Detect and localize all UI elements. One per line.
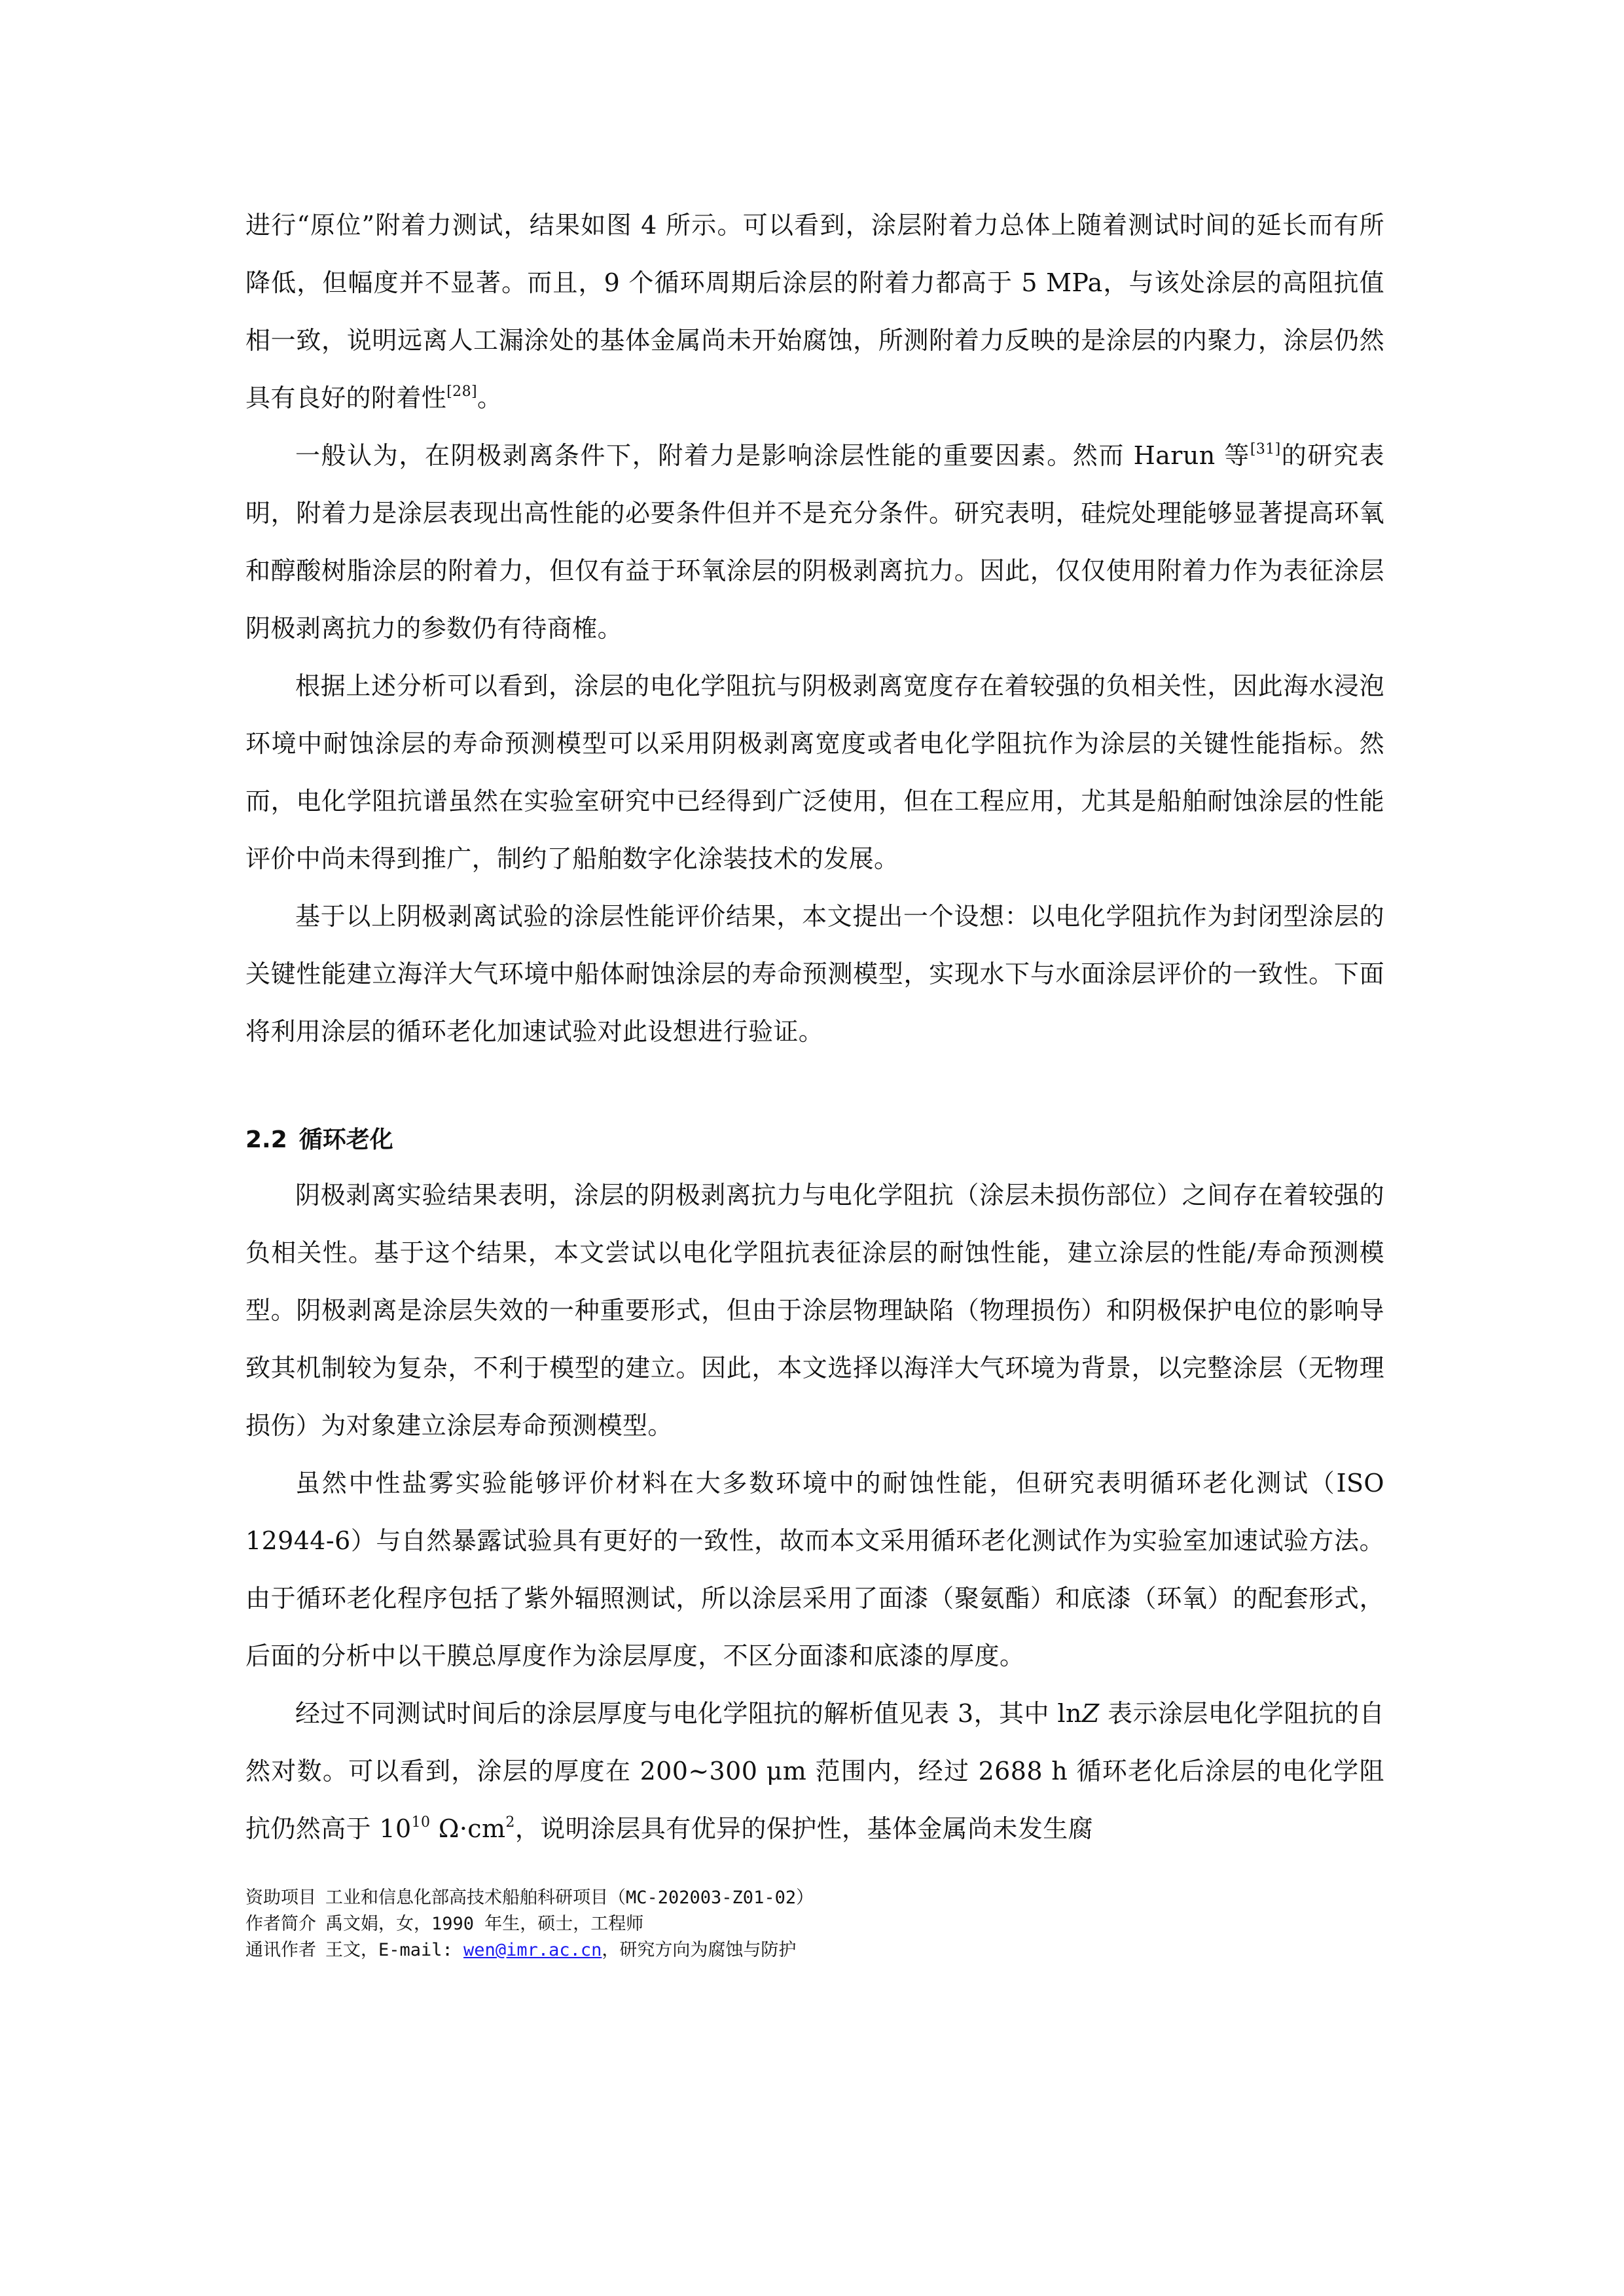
paragraph-text: 表示涂层电化学阻抗的自然对数。可以看到，涂层的厚度在 200~300 μm 范围内，经过 2688 h 循环老化后涂层的电化学阻抗仍然高于 10 — [245, 1699, 1384, 1843]
footnotes — [245, 1885, 1384, 1964]
footnote-text: 王文，E-mail: — [325, 1940, 464, 1960]
paragraph-text: Ω·cm — [430, 1814, 506, 1843]
email-link[interactable]: wen@imr.ac.cn — [463, 1940, 602, 1960]
paragraph-cyclic-aging-intro: 阴极剥离实验结果表明，涂层的阴极剥离抗力与电化学阻抗（涂层未损伤部位）之间存在着较强的负相关性。基于这个结果，本文尝试以电化学阻抗表征涂层的耐蚀性能，建立涂层的性能/寿命预测模型。阴极剥离是涂层失效的一种重要形式，但由于涂层物理缺陷（物理损伤）和阴极保护电位的影响导致其机制较为复杂，不利于模型的建立。因此，本文选择以海洋大气环境为背景，以完整涂层（无物理损伤）为对象建立涂层寿命预测模型。 — [245, 1181, 1384, 1440]
paragraph-results — [245, 1685, 1384, 1857]
paragraph-text: 。 — [477, 384, 503, 412]
footnote-label: 作者简介 — [245, 1914, 316, 1934]
footnote-label: 资助项目 — [245, 1888, 316, 1908]
paragraph-adhesion-test — [245, 196, 1384, 427]
paragraph-test-method: 虽然中性盐雾实验能够评价材料在大多数环境中的耐蚀性能，但研究表明循环老化测试（ISO 12944-6）与自然暴露试验具有更好的一致性，故而本文采用循环老化测试作为实验室加速试验方法。由于循环老化程序包括了紫外辐照测试，所以涂层采用了面漆（聚氨酯）和底漆（环氧）的配套形式，后面的分析中以干膜总厚度作为涂层厚度，不区分面漆和底漆的厚度。 — [245, 1469, 1384, 1670]
exponent-10: 10 — [411, 1814, 431, 1831]
section-number: 2.2 — [245, 1126, 287, 1153]
footnote-author — [245, 1911, 1384, 1937]
citation-28: [28] — [446, 384, 477, 401]
paragraph-adhesion-factor — [245, 427, 1384, 657]
paragraph-text: ，说明涂层具有优异的保护性，基体金属尚未发生腐 — [514, 1814, 1094, 1843]
body-text — [245, 196, 1384, 1857]
paragraph-impedance-analysis: 根据上述分析可以看到，涂层的电化学阻抗与阴极剥离宽度存在着较强的负相关性，因此海水浸泡环境中耐蚀涂层的寿命预测模型可以采用阴极剥离宽度或者电化学阻抗作为涂层的关键性能指标。然而，电化学阻抗谱虽然在实验室研究中已经得到广泛使用，但在工程应用，尤其是船舶耐蚀涂层的性能评价中尚未得到推广，制约了船舶数字化涂装技术的发展。 — [245, 672, 1384, 873]
section-heading — [245, 1114, 1384, 1166]
footnote-funding — [245, 1885, 1384, 1911]
footnote-text: 禹文娟，女，1990 年生，硕士，工程师 — [325, 1914, 644, 1934]
paragraph-text: 经过不同测试时间后的涂层厚度与电化学阻抗的解析值见表 3，其中 ln — [295, 1699, 1082, 1728]
citation-31: [31] — [1250, 441, 1281, 458]
section-title: 循环老化 — [298, 1126, 393, 1153]
paragraph-text: 进行“原位”附着力测试，结果如图 4 所示。可以看到，涂层附着力总体上随着测试时间的延长而有所降低，但幅度并不显著。而且，9 个循环周期后涂层的附着力都高于 5 MPa，与该处涂层的高阻抗值相一致，说明远离人工漏涂处的基体金属尚未开始腐蚀，所测附着力反映的是涂层的内聚力，涂层仍然具有良好的附着性 — [245, 211, 1384, 412]
footnote-label: 通讯作者 — [245, 1940, 316, 1960]
footnote-text: 工业和信息化部高技术船舶科研项目（MC-202003-Z01-02） — [325, 1888, 814, 1908]
footnote-contact — [245, 1937, 1384, 1964]
variable-z: Z — [1081, 1699, 1100, 1728]
paragraph-text: 一般认为，在阴极剥离条件下，附着力是影响涂层性能的重要因素。然而 Harun 等 — [295, 441, 1250, 470]
paragraph-text: 的研究表明，附着力是涂层表现出高性能的必要条件但并不是充分条件。研究表明，硅烷处理能够显著提高环氧和醇酸树脂涂层的附着力，但仅有益于环氧涂层的阴极剥离抗力。因此，仅仅使用附着力作为表征涂层阴极剥离抗力的参数仍有待商榷。 — [245, 441, 1384, 643]
exponent-2: 2 — [505, 1814, 515, 1831]
footnote-text: ，研究方向为腐蚀与防护 — [602, 1940, 797, 1960]
paragraph-hypothesis: 基于以上阴极剥离试验的涂层性能评价结果，本文提出一个设想：以电化学阻抗作为封闭型涂层的关键性能建立海洋大气环境中船体耐蚀涂层的寿命预测模型，实现水下与水面涂层评价的一致性。下面将利用涂层的循环老化加速试验对此设想进行验证。 — [245, 902, 1384, 1046]
